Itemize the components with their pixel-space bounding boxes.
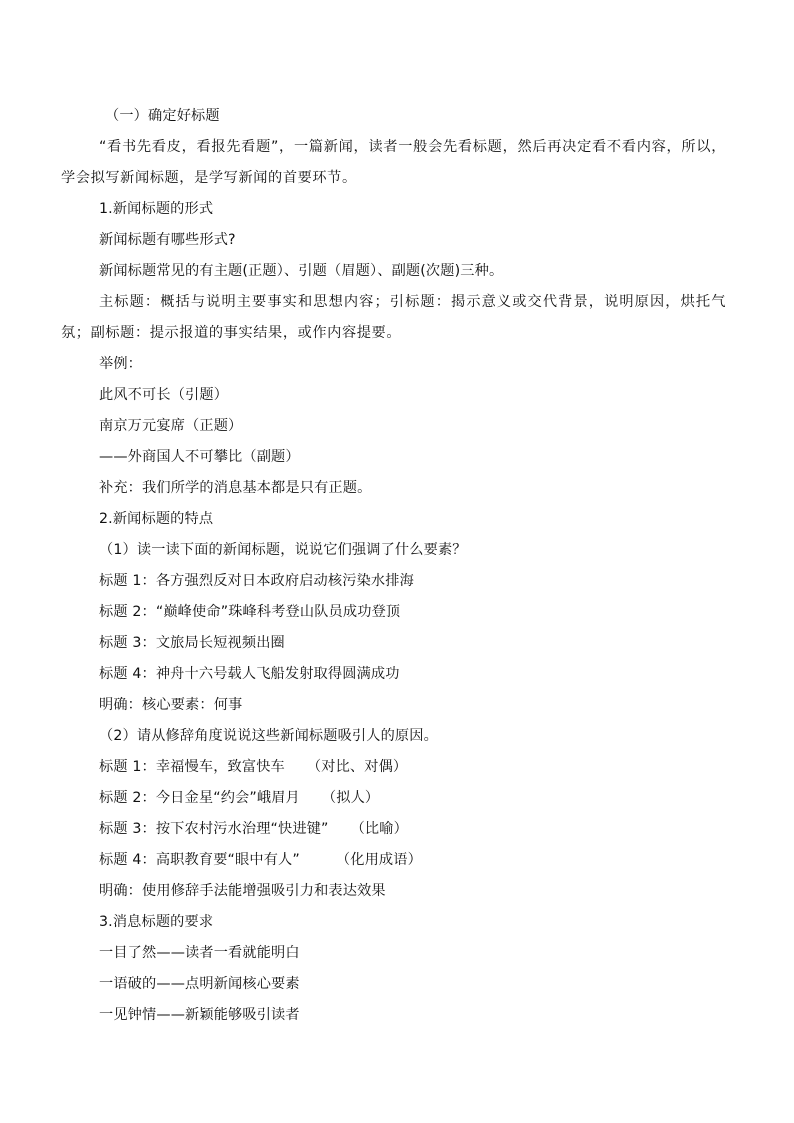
q2-title-1-row [99,752,725,783]
document-body [61,101,726,1031]
q2-title-3: 标题 3：按下农村污水治理“快进键” [99,821,329,837]
example-lead-title: 此风不可长（引题） [99,387,229,403]
q2-title-3-note: （比喻） [350,821,408,837]
q1-title-3: 标题 3：文旅局长短视频出圈 [99,635,285,651]
q1-title-2: 标题 2：“巅峰使命”珠峰科考登山队员成功登顶 [99,604,401,620]
part1-answer: 新闻标题常见的有主题(正题）、引题（眉题）、副题(次题)三种。 [99,263,504,279]
q2-title-1: 标题 1：幸福慢车，致富快车 [99,759,285,775]
example-label: 举例： [99,356,143,372]
part1-question: 新闻标题有哪些形式? [99,232,236,248]
part2-heading: 2.新闻标题的特点 [99,511,214,527]
intro-paragraph: “看书先看皮，看报先看题”，一篇新闻，读者一般会先看标题，然后再决定看不看内容，所以，学会拟写新闻标题，是学写新闻的首要环节。 [61,139,726,186]
q2-title-4-row [99,845,725,876]
requirement-item-1: 一目了然——读者一看就能明白 [99,945,300,961]
part3-heading: 3.消息标题的要求 [99,914,214,930]
section-title: （一）确定好标题 [105,108,220,124]
part1-definition: 主标题：概括与说明主要事实和思想内容；引标题：揭示意义或交代背景，说明原因，烘托气氛；副标题：提示报道的事实结果，或作内容提要。 [61,294,726,341]
q2-title-1-note: （对比、对偶） [306,759,408,775]
q2-title-4-note: （化用成语） [335,852,422,868]
part1-heading: 1.新闻标题的形式 [99,201,214,217]
q2-title-4: 标题 4：高职教育要“眼中有人” [99,852,300,868]
requirement-item-3: 一见钟情——新颖能够吸引读者 [99,1007,300,1023]
example-sub-title: ——外商国人不可攀比（副题） [99,449,300,465]
q1-title-1: 标题 1：各方强烈反对日本政府启动核污染水排海 [99,573,414,589]
q1-answer: 明确：核心要素：何事 [99,697,243,713]
part2-question-2: （2）请从修辞角度说说这些新闻标题吸引人的原因。 [99,728,438,744]
q2-title-2-row [99,783,725,814]
part1-supplement: 补充：我们所学的消息基本都是只有正题。 [99,480,372,496]
q2-title-2: 标题 2：今日金星“约会”峨眉月 [99,790,300,806]
q2-title-2-note: （拟人） [321,790,380,806]
q2-title-3-row [99,814,725,845]
requirement-item-2: 一语破的——点明新闻核心要素 [99,976,300,992]
example-main-title: 南京万元宴席（正题） [99,418,243,434]
part2-question-1: （1）读一读下面的新闻标题，说说它们强调了什么要素？ [99,542,467,558]
q2-answer: 明确：使用修辞手法能增强吸引力和表达效果 [99,883,386,899]
q1-title-4: 标题 4：神舟十六号载人飞船发射取得圆满成功 [99,666,400,682]
